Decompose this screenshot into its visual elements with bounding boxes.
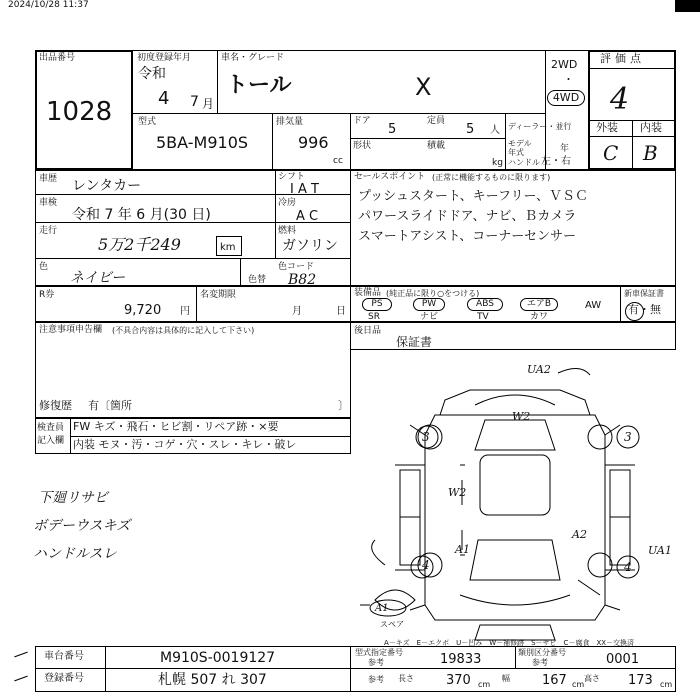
drive-dot: ・ — [563, 73, 574, 86]
height-value: 173 — [628, 673, 653, 688]
history-label: 車歴 — [39, 174, 58, 184]
size-ref: 参考 — [368, 675, 384, 684]
mileage-unit: km — [220, 242, 236, 253]
sales-note: (正常に機能するものに限ります) — [432, 173, 551, 182]
handle-value: 左・右 — [541, 156, 571, 167]
repair-value: 有〔箇所 — [88, 399, 132, 412]
equipment-label: 装備品 — [354, 288, 382, 298]
legend-ext: FW キズ・飛石・ヒビ割・リペア跡・×要 — [73, 420, 279, 433]
height-label: 高さ — [584, 674, 600, 683]
repair-close: 〕 — [338, 399, 349, 412]
sales-line-3: スマートアシスト、コーナーセンサー — [358, 229, 577, 244]
dealer-label: ディーラー・並行 — [508, 122, 572, 131]
plate-label: 登録番号 — [44, 673, 84, 684]
after-value: 保証書 — [396, 335, 433, 349]
int-score: B — [643, 141, 658, 165]
mark-ua2: UA2 — [527, 363, 551, 376]
hand-note-3: ハンドルスレ — [33, 546, 117, 562]
inspection-label: 車検 — [39, 198, 58, 208]
recycle-value: 9,720 — [124, 303, 162, 318]
ext-label: 外装 — [596, 121, 618, 134]
inspector-label: 検査員 — [37, 423, 65, 433]
length-value: 370 — [446, 673, 471, 688]
mark-w2-side: W2 — [448, 486, 467, 499]
car-grade: X — [415, 73, 432, 101]
equip-aw: AW — [585, 300, 602, 311]
handle-label: ハンドル — [508, 158, 540, 167]
hand-note-1: 下廻リサビ — [38, 490, 108, 506]
car-name-label: 車名・グレード — [221, 53, 285, 63]
load-unit: kg — [492, 158, 503, 168]
color-code-label: 色コード — [278, 262, 315, 272]
equip-airbag: エアB — [520, 298, 558, 311]
recycle-row — [35, 286, 351, 322]
color-value: ネイビー — [70, 270, 126, 286]
equip-abs: ABS — [467, 298, 503, 311]
notes-box — [35, 322, 351, 418]
hand-note-2: ボデーウスキズ — [33, 518, 131, 534]
rating-score: 4 — [610, 82, 630, 117]
first-reg-month: 7 — [190, 94, 199, 110]
inspection-value: 令和 7 年 6 月(30 日) — [72, 207, 211, 223]
drive-2wd: 2WD — [551, 58, 578, 71]
ac-value: A C — [296, 209, 319, 224]
displacement-unit: cc — [333, 156, 343, 166]
type-no-value: 19833 — [440, 652, 482, 667]
title-change-day: 日 — [336, 306, 346, 317]
capacity-unit: 人 — [490, 125, 500, 136]
notes-label: 注意事項申告欄 — [39, 325, 103, 335]
ac-label: 冷房 — [278, 198, 297, 208]
length-unit: cm — [478, 680, 491, 689]
equip-pw: PW — [413, 298, 445, 311]
fuel-label: 燃料 — [278, 226, 297, 236]
drive-4wd: 4WD — [547, 90, 585, 106]
mileage-label: 走行 — [39, 226, 58, 236]
door-value: 5 — [388, 122, 397, 137]
spare-label: スペア — [380, 620, 404, 629]
width-unit: cm — [572, 680, 585, 689]
timestamp: 2024/10/28 11:37 — [8, 0, 89, 10]
class-no-label: 類別区分番号 — [518, 648, 566, 657]
entry-label: 記入欄 — [37, 436, 65, 446]
first-reg-era: 令和 — [138, 66, 166, 82]
color-change-label: 色替 — [248, 275, 267, 285]
mark-ua1: UA1 — [648, 544, 672, 557]
sales-line-2: パワースライドドア、ナビ、Ｂカメラ — [358, 209, 577, 224]
width-value: 167 — [542, 673, 567, 688]
chassis-label: 車台番号 — [44, 651, 84, 662]
shift-label: シフト — [278, 172, 306, 182]
class-no-value: 0001 — [606, 652, 640, 667]
model-year-label: モデル年式 — [508, 139, 532, 157]
door-label: ドア — [353, 116, 371, 126]
lot-label: 出品番号 — [39, 53, 76, 63]
warranty-value: 有・無 — [628, 303, 661, 316]
first-reg-year: 4 — [158, 88, 170, 109]
corner-mark — [675, 0, 700, 12]
model-label: 型式 — [138, 117, 157, 127]
equip-leather: カワ — [530, 312, 549, 322]
recycle-label: R券 — [39, 290, 55, 300]
margin-mark-1 — [14, 652, 27, 658]
sales-label: セールスポイント — [354, 172, 426, 182]
mark-a2: A2 — [572, 528, 587, 541]
rating-label: 評価点 — [600, 52, 645, 65]
color-code: B82 — [288, 272, 317, 288]
car-diagram — [360, 355, 680, 645]
chassis-value: M910S-0019127 — [160, 650, 276, 666]
car-name: トール — [226, 73, 292, 98]
warranty-label: 新車保証書 — [624, 289, 664, 298]
shift-value: I A T — [290, 182, 319, 197]
capacity-label: 定員 — [427, 116, 446, 126]
first-reg-label: 初度登録年月 — [137, 53, 192, 63]
displacement-value: 996 — [298, 133, 329, 152]
type-no-ref: 参考 — [368, 658, 384, 667]
title-change-month: 月 — [292, 306, 302, 317]
mark-a1-spare: A1 — [375, 603, 389, 614]
ext-score: C — [603, 141, 619, 165]
legend-int: 内装 モヌ・汚・コゲ・穴・スレ・キレ・破レ — [73, 438, 297, 451]
recycle-unit: 円 — [180, 306, 190, 317]
sales-line-1: プッシュスタート、キーフリー、ＶＳＣ — [358, 189, 588, 204]
int-label: 内装 — [640, 121, 662, 134]
after-label: 後日品 — [354, 326, 382, 336]
width-label: 幅 — [502, 674, 510, 683]
lot-number: 1028 — [46, 97, 113, 127]
model-year-unit: 年 — [560, 144, 570, 154]
mileage-value: 5万2千249 — [98, 235, 181, 254]
length-label: 長さ — [398, 674, 414, 683]
history-value: レンタカー — [72, 178, 142, 194]
capacity-value: 5 — [466, 122, 475, 137]
notes-sub: (不具合内容は具体的に記入して下さい) — [112, 326, 255, 335]
fuel-value: ガソリン — [282, 238, 338, 254]
model-value: 5BA-M910S — [156, 133, 249, 152]
title-change-label: 名変期限 — [200, 290, 237, 300]
plate-value: 札幌 507 れ 307 — [158, 672, 267, 688]
type-no-label: 型式指定番号 — [355, 648, 403, 657]
mark-a1-left: A1 — [455, 543, 470, 556]
mark-4-left: 4 — [422, 558, 430, 572]
equip-sr: SR — [368, 312, 380, 322]
load-label: 積載 — [427, 141, 446, 151]
repair-label: 修復歴 — [39, 399, 72, 412]
color-label: 色 — [39, 262, 49, 272]
margin-mark-2 — [14, 676, 27, 682]
equipment-note: (純正品に限り○をつける) — [386, 289, 480, 298]
equip-ps: PS — [362, 298, 392, 311]
displacement-label: 排気量 — [276, 117, 304, 127]
mark-3-left: 3 — [422, 430, 430, 444]
mark-4-right: 4 — [624, 560, 632, 574]
equip-navi: ナビ — [420, 312, 439, 322]
equip-tv: TV — [477, 312, 489, 322]
shape-label: 形状 — [353, 141, 372, 151]
class-no-ref: 参考 — [532, 658, 548, 667]
height-unit: cm — [660, 680, 673, 689]
first-reg-month-unit: 月 — [202, 97, 215, 111]
mark-3-right: 3 — [624, 430, 632, 444]
mark-w2-roof: W2 — [512, 410, 531, 423]
diagram-legend: A－キズ E－エクボ U－凹み W－補修跡 S－サビ C－腐食 XX－交換済 — [384, 639, 635, 647]
